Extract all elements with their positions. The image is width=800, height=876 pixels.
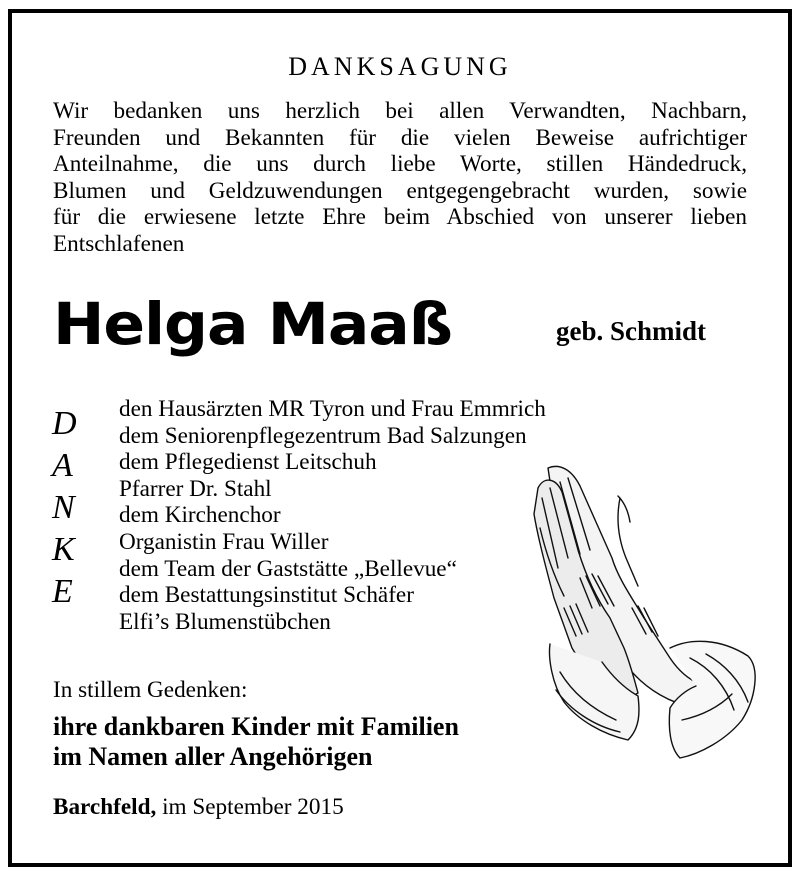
intro-line: Freunden und Bekannten für die vielen Beweise aufrichtiger xyxy=(53,124,747,151)
list-item: Pfarrer Dr. Stahl xyxy=(119,475,272,502)
intro-text xyxy=(53,98,747,258)
danke-letter: K xyxy=(52,531,75,568)
danke-letter: N xyxy=(52,489,75,526)
danke-letter: A xyxy=(52,447,73,484)
intro-line: für die erwiesene letzte Ehre beim Abschied von unserer lieben xyxy=(53,204,747,231)
thanks-list xyxy=(119,396,546,635)
intro-line: Blumen und Geldzuwendungen entgegengebracht wurden, sowie xyxy=(53,177,747,204)
list-item: den Hausärzten MR Tyron und Frau Emmrich xyxy=(119,396,546,422)
notice-heading: DANKSAGUNG xyxy=(288,52,512,81)
list-item: Organistin Frau Willer xyxy=(119,528,329,555)
birth-name: geb. Schmidt xyxy=(556,316,707,346)
signers xyxy=(53,712,459,772)
intro-line: Anteilnahme, die uns durch liebe Worte, stillen Händedruck, xyxy=(53,151,747,178)
deceased-name: Helga Maaß xyxy=(53,290,452,358)
place-name: Barchfeld, xyxy=(53,794,157,820)
closing-line: In stillem Gedenken: xyxy=(53,677,248,703)
list-item: dem Bestattungsinstitut Schäfer xyxy=(119,582,414,609)
danke-letter: E xyxy=(52,573,73,610)
signer-line: im Namen aller Angehörigen xyxy=(53,742,373,771)
notice-date: im September 2015 xyxy=(156,794,344,820)
place-date xyxy=(53,794,344,821)
praying-hands-icon xyxy=(520,458,765,763)
danke-acrostic xyxy=(52,403,92,613)
danke-letter: D xyxy=(52,405,77,442)
intro-line: Wir bedanken uns herzlich bei allen Verwandten, Nachbarn, xyxy=(53,98,747,124)
signer-line: ihre dankbaren Kinder mit Familien xyxy=(53,712,459,741)
list-item: dem Kirchenchor xyxy=(119,502,281,529)
list-item: dem Pflegedienst Leitschuh xyxy=(119,449,377,476)
intro-line: Entschlafenen xyxy=(53,230,185,257)
list-item: Elfi’s Blumenstübchen xyxy=(119,608,331,635)
deceased-name-row xyxy=(53,290,452,358)
list-item: dem Team der Gaststätte „Bellevue“ xyxy=(119,555,457,582)
list-item: dem Seniorenpflegezentrum Bad Salzungen xyxy=(119,422,527,449)
